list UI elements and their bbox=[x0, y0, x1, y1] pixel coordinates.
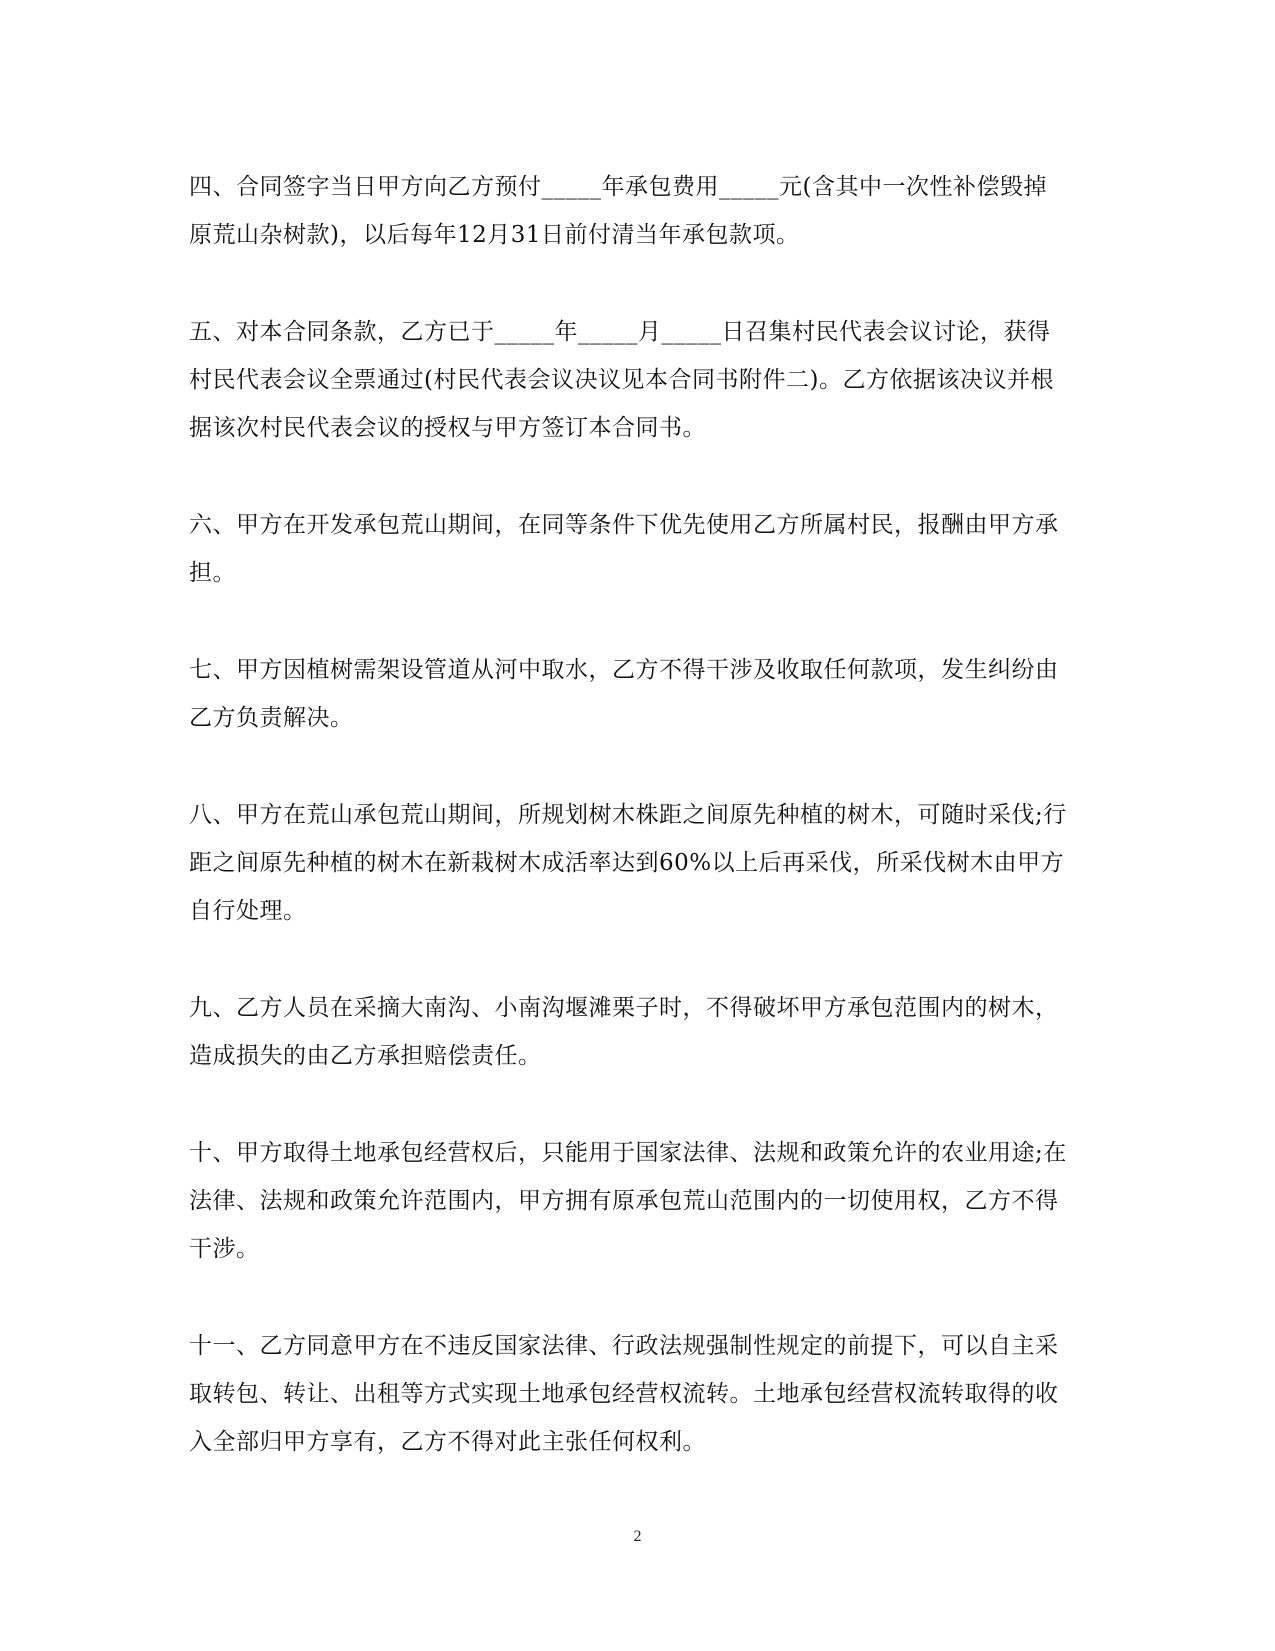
clause-11: 十一、乙方同意甲方在不违反国家法律、行政法规强制性规定的前提下，可以自主采取转包、转让、出租等方式实现土地承包经营权流转。土地承包经营权流转取得的收入全部归甲方享有，乙方不得对此主张任何权利。 bbox=[189, 1333, 1059, 1455]
clause-5: 五、对本合同条款，乙方已于_____年_____月_____日召集村民代表会议讨论，获得村民代表会议全票通过(村民代表会议决议见本合同书附件二)。乙方依据该决议并根据该次村民代表会议的授权与甲方签订本合同书。 bbox=[189, 319, 1054, 441]
clause-7: 七、甲方因植树需架设管道从河中取水，乙方不得干涉及收取任何款项，发生纠纷由乙方负责解决。 bbox=[189, 657, 1059, 731]
page-number: 2 bbox=[633, 1528, 642, 1545]
clause-4: 四、合同签字当日甲方向乙方预付_____年承包费用_____元(含其中一次性补偿毁掉原荒山杂树款)，以后每年12月31日前付清当年承包款项。 bbox=[189, 174, 1047, 248]
clause-8: 八、甲方在荒山承包荒山期间，所规划树木株距之间原先种植的树木，可随时采伐;行距之间原先种植的树木在新栽树木成活率达到60%以上后再采伐，所采伐树木由甲方自行处理。 bbox=[189, 802, 1067, 924]
clause-10: 十、甲方取得土地承包经营权后，只能用于国家法律、法规和政策允许的农业用途;在法律、法规和政策允许范围内，甲方拥有原承包荒山范围内的一切使用权，乙方不得干涉。 bbox=[189, 1140, 1067, 1262]
clause-6: 六、甲方在开发承包荒山期间，在同等条件下优先使用乙方所属村民，报酬由甲方承担。 bbox=[189, 512, 1059, 586]
document-body bbox=[189, 163, 1069, 1515]
clause-9: 九、乙方人员在采摘大南沟、小南沟堰滩栗子时，不得破坏甲方承包范围内的树木，造成损失的由乙方承担赔偿责任。 bbox=[189, 995, 1059, 1069]
